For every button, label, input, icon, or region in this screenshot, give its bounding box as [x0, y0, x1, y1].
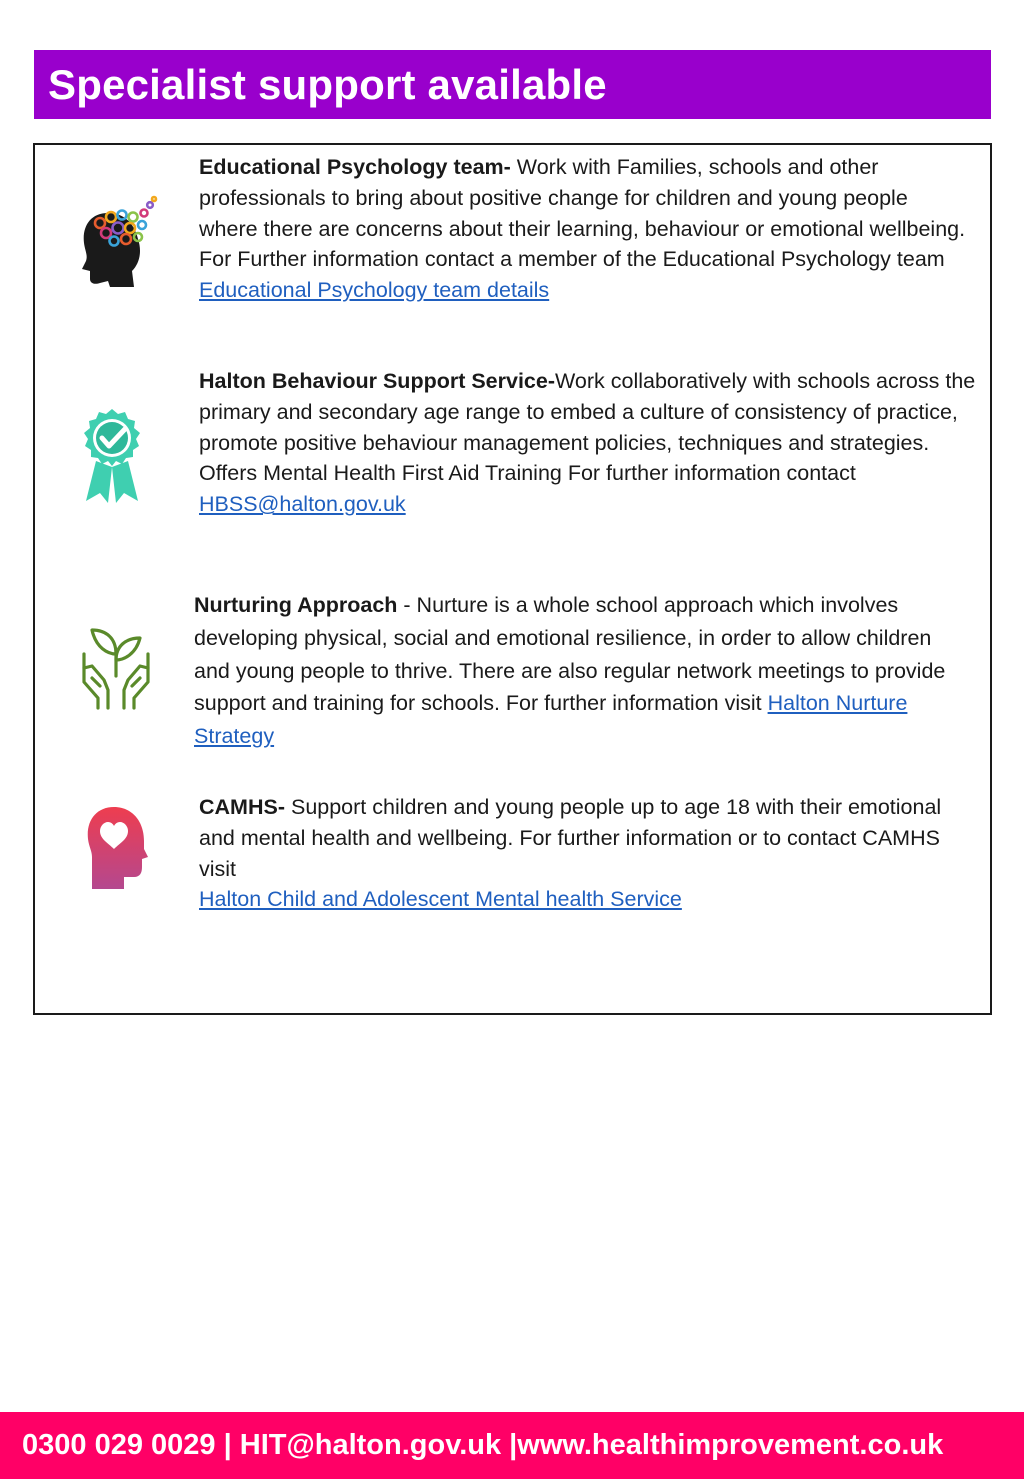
footer-contact-bar — [0, 1412, 1024, 1479]
camhs-link[interactable]: Halton Child and Adolescent Mental health Service — [199, 887, 682, 912]
hands-plant-icon — [78, 624, 154, 710]
service-description — [199, 792, 979, 915]
service-body: Work with Families, schools and other professionals to bring about positive change for children and young people where there are concerns about their learning, behaviour or emotional wellbeing. For Further information contact a member of the Educational Psychology team — [199, 155, 966, 272]
service-title: Nurturing Approach — [194, 593, 398, 617]
hbss-email-link[interactable]: HBSS@halton.gov.uk — [199, 492, 406, 517]
service-title: CAMHS- — [199, 795, 285, 819]
service-camhs — [199, 792, 979, 915]
service-description — [199, 152, 969, 306]
footer-contact: 0300 029 0029 | HIT@halton.gov.uk |www.healthimprovement.co.uk — [22, 1429, 944, 1461]
service-description — [199, 366, 979, 520]
service-nurturing-approach — [194, 589, 969, 753]
service-body: Work collaboratively with schools across the primary and secondary age range to embed a culture of consistency of practice, promote positive behaviour management policies, techniques and strategies. Offers Mental Health First Aid Training For further information contact — [199, 369, 976, 486]
service-body: - Nurture is a whole school approach which involves developing physical, social and emotional resilience, in order to allow children and young people to thrive. There are also regular network meetings to provide support and training for schools. For further information visit — [194, 593, 946, 716]
nurture-strategy-link[interactable]: Halton Nurture Strategy — [194, 691, 908, 749]
page-title: Specialist support available — [48, 60, 607, 108]
service-title: Educational Psychology team- — [199, 155, 511, 179]
brain-gears-icon — [78, 195, 158, 287]
service-behaviour-support — [199, 366, 979, 520]
page-title-banner — [34, 50, 991, 119]
educational-psychology-link[interactable]: Educational Psychology team details — [199, 278, 550, 303]
service-title: Halton Behaviour Support Service- — [199, 369, 556, 393]
service-description — [194, 589, 969, 753]
service-educational-psychology — [199, 152, 969, 306]
head-heart-icon — [84, 805, 152, 889]
service-body: Support children and young people up to age 18 with their emotional and mental health and wellbeing. For further information or to contact CAMHS visit — [199, 795, 942, 881]
award-ribbon-check-icon — [78, 405, 146, 505]
